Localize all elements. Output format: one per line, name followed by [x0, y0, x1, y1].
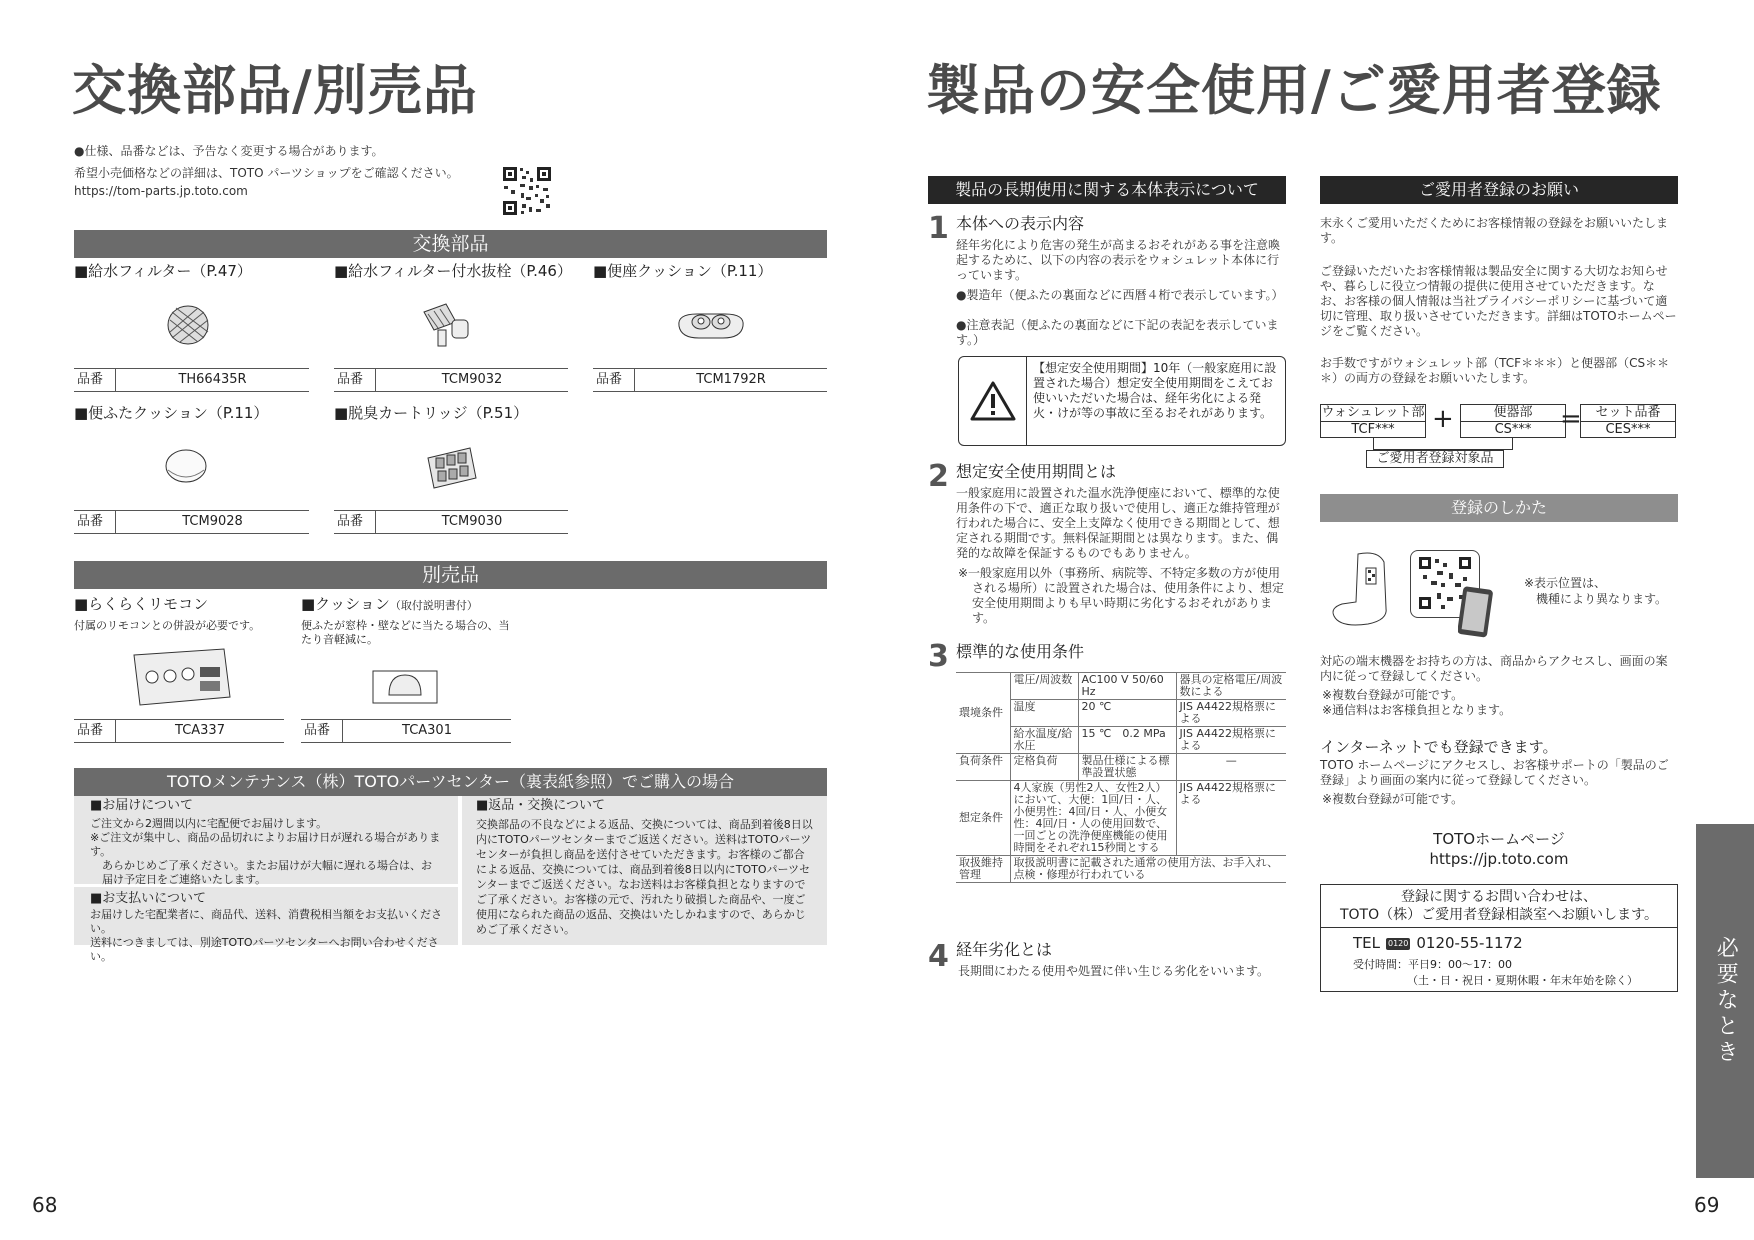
- section-title: 本体への表示内容: [956, 214, 1085, 233]
- box-bottom: CS***: [1494, 422, 1532, 437]
- side-tab[interactable]: [1696, 824, 1754, 1178]
- long-use-header: 製品の長期使用に関する本体表示について: [928, 176, 1286, 204]
- bullet-item: ●注意表記（便ふたの裏面などに下記の表記を表示しています。）: [956, 318, 1279, 347]
- part-name: ■便ふたクッション（P.11）: [74, 404, 269, 422]
- table-cell: 想定条件: [956, 781, 1010, 856]
- access-text: 対応の端末機器をお持ちの方は、商品からアクセスし、画面の案内に従って登録してください。: [1320, 654, 1668, 683]
- part-name: ■給水フィルター付水抜栓（P.46）: [334, 262, 572, 280]
- deodorizer-cartridge-icon: [422, 442, 480, 499]
- optional-desc: 付属のリモコンとの併設が必要です。: [74, 618, 261, 632]
- set-part-box: [1580, 404, 1676, 438]
- part-name: ■給水フィルター（P.47）: [74, 262, 252, 280]
- part-number-label: 品番: [334, 511, 376, 533]
- table-cell: —: [1176, 754, 1286, 781]
- part-number-row: [334, 368, 568, 392]
- exchange-parts-header: 交換部品: [74, 230, 827, 258]
- part-number-row: [74, 368, 309, 392]
- box-bottom: CES***: [1605, 422, 1651, 437]
- part-card: [334, 404, 568, 536]
- maintenance-header: TOTOメンテナンス（株）TOTOパーツセンター（裏表紙参照）でご購入の場合: [74, 768, 827, 796]
- optional-name: ■クッション: [301, 595, 390, 613]
- part-number-label: 品番: [74, 369, 116, 391]
- optional-name: ■らくらくリモコン: [74, 595, 209, 613]
- part-card: [74, 404, 309, 536]
- box-top: セット品番: [1581, 405, 1675, 422]
- price-note: 希望小売価格などの詳細は、TOTO パーツショップをご確認ください。: [74, 166, 459, 180]
- section-title: 想定安全使用期間とは: [956, 462, 1117, 481]
- delivery-note: ※ご注文が集中し、商品の品切れによりお届け日が遅れる場合があります。: [90, 830, 441, 858]
- table-cell: 製品仕様による標準設置状態: [1078, 754, 1176, 781]
- part-number: TH66435R: [178, 371, 247, 387]
- registration-header: ご愛用者登録のお願い: [1320, 176, 1678, 204]
- optional-name-note: （取付説明書付）: [389, 599, 478, 612]
- table-cell: 器具の定格電圧/周波数による: [1176, 673, 1286, 700]
- washlet-part-box: [1320, 404, 1426, 438]
- homepage-label: TOTOホームページ: [1433, 830, 1565, 848]
- table-cell: 環境条件: [956, 673, 1010, 754]
- delivery-text: ご注文から2週間以内に宅配便でお届けします。: [90, 816, 328, 830]
- part-number-row: [334, 510, 568, 534]
- tel-label: TEL: [1353, 934, 1380, 952]
- toilet-part-box: [1460, 404, 1566, 438]
- parts-shop-url[interactable]: https://tom-parts.jp.toto.com: [74, 184, 248, 198]
- section-number: 1: [928, 211, 949, 246]
- equal-sign: =: [1560, 404, 1582, 434]
- part-number: TCA301: [402, 722, 452, 738]
- registration-text: お手数ですがウォシュレット部（TCF＊＊＊）と便器部（CS＊＊＊）の両方の登録をお願いいたします。: [1320, 356, 1670, 385]
- water-filter-icon: [164, 302, 212, 353]
- optional-items-header: 別売品: [74, 561, 827, 589]
- table-cell: JIS A4422規格票による: [1176, 781, 1286, 856]
- table-cell: 給水温度/給水圧: [1010, 727, 1078, 754]
- page-title-left: 交換部品/別売品: [72, 59, 478, 122]
- part-number-row: [301, 719, 511, 743]
- part-number: TCM1792R: [696, 371, 766, 387]
- internet-title: インターネットでも登録できます。: [1320, 738, 1558, 756]
- part-number: TCA337: [175, 722, 225, 738]
- part-name: ■便座クッション（P.11）: [593, 262, 773, 280]
- contact-text: TOTO（株）ご愛用者登録相談室へお願いします。: [1321, 906, 1677, 928]
- part-number: TCM9030: [441, 513, 503, 529]
- section-number: 3: [928, 639, 949, 674]
- remote-control-icon: [130, 645, 234, 714]
- part-card: [74, 262, 309, 394]
- delivery-note-cont: あらかじめご了承ください。またお届けが大幅に遅れる場合は、お届け予定日をご連絡いたします。: [102, 858, 432, 886]
- page-number-left: 68: [32, 1193, 58, 1217]
- part-number-label: 品番: [334, 369, 376, 391]
- position-note: ※表示位置は、: [1524, 576, 1607, 590]
- payment-text: お届けした宅配業者に、商品代、送料、消費税相当額をお支払いください。: [90, 907, 442, 935]
- part-number-row: [593, 368, 827, 392]
- bracket-line: [1373, 438, 1513, 450]
- position-note: 機種により異なります。: [1536, 592, 1668, 606]
- optional-desc: 便ふたが窓枠・壁などに当たる場合の、当たり音軽減に。: [301, 618, 510, 646]
- homepage-url[interactable]: https://jp.toto.com: [1429, 850, 1569, 868]
- section-title: 経年劣化とは: [956, 940, 1053, 959]
- section-text: 一般家庭用に設置された温水洗浄便座において、標準的な使用条件の下で、適正な取り扱いで使用し、適正な維持管理が行われた場合に、安全上支障なく使用できる期間として、想定される期間です。無料保証期間とは異なります。また、偶発的な故障を保証するものでもありません。: [956, 486, 1280, 560]
- part-card: [334, 262, 572, 394]
- internet-note: ※複数台登録が可能です。: [1322, 792, 1464, 806]
- part-number-row: [74, 510, 309, 534]
- delivery-title: ■お届けについて: [90, 798, 194, 813]
- delivery-box: [74, 796, 458, 884]
- part-number-label: 品番: [74, 720, 116, 742]
- tel-row: [1321, 928, 1677, 954]
- table-cell: 定格負荷: [1010, 754, 1078, 781]
- hours-note: （土・日・祝日・夏期休暇・年末年始を除く）: [1407, 973, 1638, 987]
- section-text: 長期間にわたる使用や処置に伴い生じる劣化をいいます。: [958, 964, 1270, 978]
- side-tab-label: 必要なとき: [1713, 936, 1739, 1066]
- tel-number[interactable]: 0120-55-1172: [1416, 934, 1523, 952]
- table-cell: 取扱維持管理: [956, 856, 1010, 883]
- smartphone-icon: [1458, 586, 1494, 645]
- box-bottom: TCF***: [1351, 422, 1395, 437]
- part-number-row: [74, 719, 284, 743]
- access-note: ※複数台登録が可能です。: [1322, 688, 1464, 702]
- part-number-label: 品番: [301, 720, 343, 742]
- optional-item: [301, 595, 511, 745]
- registration-text: ご登録いただいたお客様情報は製品安全に関する大切なお知らせや、暮らしに役立つ情報の提供に使用させていただきます。なお、お客様の個人情報は当社プライバシーポリシーに基づいて適切に管理、取り扱いさせていただきます。詳細はTOTOホームページをご覧ください。: [1320, 264, 1677, 338]
- table-cell: 取扱説明書に記載された通常の使用方法、お手入れ、点検・修理が行われている: [1010, 856, 1286, 883]
- how-to-register-header: 登録のしかた: [1320, 494, 1678, 522]
- section-text: 経年劣化により危害の発生が高まるおそれがある事を注意喚起するために、以下の内容の表示をウォシュレット本体に行っています。: [956, 238, 1281, 282]
- part-number: TCM9032: [441, 371, 503, 387]
- payment-title: ■お支払いについて: [90, 891, 207, 906]
- payment-box: [74, 887, 458, 963]
- table-cell: JIS A4422規格票による: [1176, 727, 1286, 754]
- warning-icon: [959, 357, 1027, 445]
- section-title: 標準的な使用条件: [956, 642, 1085, 661]
- payment-note: 送料につきましては、別途TOTOパーツセンターへお問い合わせください。: [90, 935, 439, 963]
- part-name: ■脱臭カートリッジ（P.51）: [334, 404, 529, 422]
- access-note: ※通信料はお客様負担となります。: [1322, 703, 1512, 717]
- return-box: [462, 796, 827, 945]
- section-note: ※一般家庭用以外（事務所、病院等、不特定多数の方が使用される場所）に設置された場合は、使用条件により、想定安全使用期間よりも早い時期に劣化するおそれがあります。: [958, 566, 1285, 625]
- optional-name-row: [301, 595, 511, 615]
- table-cell: JIS A4422規格票による: [1176, 700, 1286, 727]
- internet-text: TOTO ホームページにアクセスし、お客様サポートの「製品のご登録」より画面の案内に従って登録してください。: [1320, 758, 1669, 787]
- table-cell: 15 ℃ 0.2 MPa: [1078, 727, 1176, 754]
- spec-note: ●仕様、品番などは、予告なく変更する場合があります。: [74, 144, 384, 158]
- drain-valve-icon: [416, 298, 476, 355]
- return-title: ■返品・交換について: [476, 798, 606, 813]
- section-number: 2: [928, 459, 949, 494]
- table-cell: 負荷条件: [956, 754, 1010, 781]
- qr-code-icon[interactable]: [502, 166, 552, 216]
- part-card: [593, 262, 827, 394]
- seat-cushion-icon: [673, 304, 749, 349]
- warning-label: [958, 356, 1286, 446]
- registration-text: 末永くご愛用いただくためにお客様情報の登録をお願いいたします。: [1320, 216, 1669, 245]
- page-number-right: 69: [1694, 1193, 1720, 1217]
- page-title-right: 製品の安全使用/ご愛用者登録: [926, 59, 1662, 122]
- box-top: 便器部: [1461, 405, 1565, 422]
- toilet-seat-icon: [1328, 548, 1418, 643]
- warning-text: 【想定安全使用期間】10年（一般家庭用に設置された場合）想定安全使用期間をこえてお使いいただいた場合は、経年劣化による発火・けが等の事故に至るおそれがあります。: [1033, 361, 1277, 420]
- part-number-label: 品番: [593, 369, 635, 391]
- optional-item: [74, 595, 284, 745]
- part-number: TCM9028: [182, 513, 243, 529]
- cushion-icon: [371, 667, 439, 712]
- contact-text: 登録に関するお問い合わせは、: [1401, 889, 1597, 905]
- registration-target-label: ご愛用者登録対象品: [1366, 450, 1504, 468]
- return-text: 交換部品の不良などによる返品、交換については、商品到着後8日以内にTOTOパーツセンターまでご返送ください。送料はTOTOパーツセンターが負担し商品を送付させていただきます。お客様のご都合による返品、交換については、商品到着後8日以内にTOTOパーツセンターまでご返送ください。なお送料はお客様負担となりますのでご了承ください。お客様の元で、汚れたり破損した商品や、一度ご使用になられた商品の返品、交換はいたしかねますので、あらかじめご了承ください。: [476, 817, 813, 936]
- table-cell: 温度: [1010, 700, 1078, 727]
- table-cell: AC100 V 50/60 Hz: [1078, 673, 1176, 700]
- usage-conditions-table: [956, 672, 1286, 883]
- contact-box: [1320, 884, 1678, 992]
- hours-text: 受付時間：平日9：00～17：00: [1353, 957, 1512, 971]
- plus-sign: +: [1432, 404, 1454, 434]
- table-cell: 4人家族（男性2人、女性2人）において、大便：1回/日・人、小便男性：4回/日・人、小便女性：4回/日・人の使用回数で、一回ごとの洗浄便座機能の使用時間をそれぞれ15秒間とする: [1010, 781, 1176, 856]
- freedial-icon: 0120: [1386, 938, 1410, 950]
- lid-cushion-icon: [164, 448, 208, 489]
- table-cell: 電圧/周波数: [1010, 673, 1078, 700]
- section-number: 4: [928, 939, 949, 974]
- bullet-item: ●製造年（便ふたの裏面などに西暦４桁で表示しています。）: [956, 288, 1284, 302]
- part-number-label: 品番: [74, 511, 116, 533]
- box-top: ウォシュレット部: [1321, 405, 1425, 420]
- table-cell: 20 ℃: [1078, 700, 1176, 727]
